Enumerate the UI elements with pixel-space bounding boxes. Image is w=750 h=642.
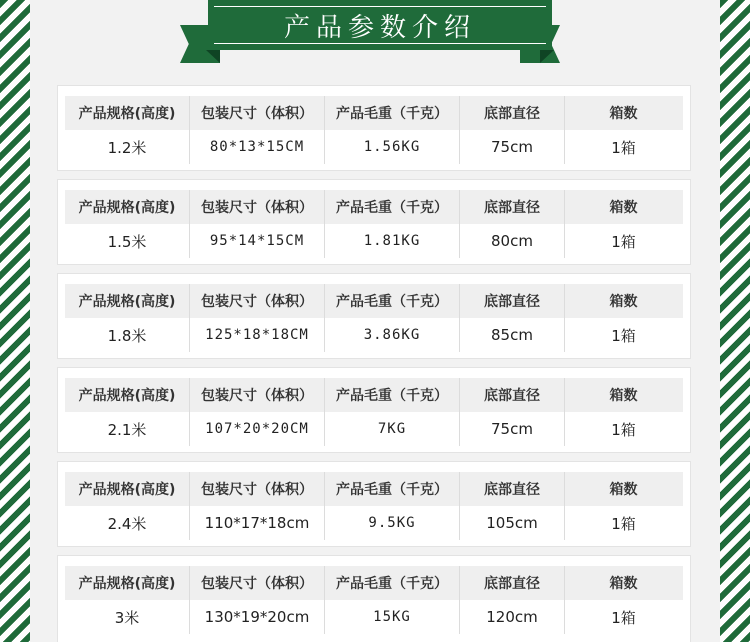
value-height: 2.1米 — [65, 412, 190, 446]
spec-card — [58, 556, 690, 642]
spec-value-row — [65, 412, 683, 446]
header-package-size: 包装尺寸（体积） — [190, 472, 325, 506]
header-package-size: 包装尺寸（体积） — [190, 566, 325, 600]
header-height: 产品规格(高度) — [65, 472, 190, 506]
value-height: 1.2米 — [65, 130, 190, 164]
banner-title: 产品参数介绍 — [208, 0, 552, 50]
value-box-count: 1箱 — [611, 608, 636, 627]
header-package-size: 包装尺寸（体积） — [190, 190, 325, 224]
spec-value-row — [65, 318, 683, 352]
header-box-count: 箱数 — [609, 106, 638, 122]
value-height: 3米 — [65, 600, 190, 634]
value-gross-weight: 7KG — [325, 412, 460, 446]
value-gross-weight: 15KG — [325, 600, 460, 634]
header-gross-weight: 产品毛重（千克） — [325, 284, 460, 318]
value-gross-weight: 1.56KG — [325, 130, 460, 164]
value-base-diameter: 85cm — [460, 318, 565, 352]
header-gross-weight: 产品毛重（千克） — [325, 378, 460, 412]
header-package-size: 包装尺寸（体积） — [190, 284, 325, 318]
value-box-count: 1箱 — [611, 138, 636, 157]
value-package-size: 125*18*18CM — [190, 318, 325, 352]
header-base-diameter: 底部直径 — [460, 472, 565, 506]
spec-header-row — [65, 472, 683, 506]
header-box-count: 箱数 — [609, 576, 638, 592]
value-gross-weight: 1.81KG — [325, 224, 460, 258]
value-base-diameter: 80cm — [460, 224, 565, 258]
spec-header-row — [65, 96, 683, 130]
value-package-size: 95*14*15CM — [190, 224, 325, 258]
spec-value-row — [65, 600, 683, 634]
header-gross-weight: 产品毛重（千克） — [325, 190, 460, 224]
spec-header-row — [65, 284, 683, 318]
header-base-diameter: 底部直径 — [460, 96, 565, 130]
spec-header-row — [65, 566, 683, 600]
spec-card — [58, 180, 690, 264]
value-height: 2.4米 — [65, 506, 190, 540]
value-box-count: 1箱 — [611, 420, 636, 439]
value-gross-weight: 3.86KG — [325, 318, 460, 352]
value-package-size: 80*13*15CM — [190, 130, 325, 164]
value-package-size: 130*19*20cm — [190, 600, 325, 634]
spec-header-row — [65, 378, 683, 412]
value-height: 1.8米 — [65, 318, 190, 352]
header-height: 产品规格(高度) — [65, 284, 190, 318]
header-height: 产品规格(高度) — [65, 96, 190, 130]
header-box-count: 箱数 — [609, 200, 638, 216]
spec-card — [58, 368, 690, 452]
header-height: 产品规格(高度) — [65, 566, 190, 600]
header-height: 产品规格(高度) — [65, 190, 190, 224]
header-package-size: 包装尺寸（体积） — [190, 96, 325, 130]
value-height: 1.5米 — [65, 224, 190, 258]
header-gross-weight: 产品毛重（千克） — [325, 472, 460, 506]
value-base-diameter: 75cm — [460, 412, 565, 446]
right-stripe-border — [720, 0, 750, 642]
title-banner — [30, 0, 720, 70]
header-gross-weight: 产品毛重（千克） — [325, 566, 460, 600]
header-box-count: 箱数 — [609, 482, 638, 498]
spec-value-row — [65, 130, 683, 164]
value-package-size: 110*17*18cm — [190, 506, 325, 540]
value-box-count: 1箱 — [611, 514, 636, 533]
header-height: 产品规格(高度) — [65, 378, 190, 412]
value-box-count: 1箱 — [611, 326, 636, 345]
spec-card — [58, 462, 690, 546]
header-package-size: 包装尺寸（体积） — [190, 378, 325, 412]
value-base-diameter: 120cm — [460, 600, 565, 634]
left-stripe-border — [0, 0, 30, 642]
spec-card — [58, 86, 690, 170]
spec-header-row — [65, 190, 683, 224]
header-base-diameter: 底部直径 — [460, 566, 565, 600]
header-gross-weight: 产品毛重（千克） — [325, 96, 460, 130]
header-box-count: 箱数 — [609, 294, 638, 310]
spec-panel — [30, 0, 720, 642]
spec-card — [58, 274, 690, 358]
value-package-size: 107*20*20CM — [190, 412, 325, 446]
value-base-diameter: 105cm — [460, 506, 565, 540]
value-gross-weight: 9.5KG — [325, 506, 460, 540]
spec-value-row — [65, 224, 683, 258]
spec-value-row — [65, 506, 683, 540]
header-box-count: 箱数 — [609, 388, 638, 404]
header-base-diameter: 底部直径 — [460, 378, 565, 412]
header-base-diameter: 底部直径 — [460, 190, 565, 224]
header-base-diameter: 底部直径 — [460, 284, 565, 318]
value-box-count: 1箱 — [611, 232, 636, 251]
value-base-diameter: 75cm — [460, 130, 565, 164]
